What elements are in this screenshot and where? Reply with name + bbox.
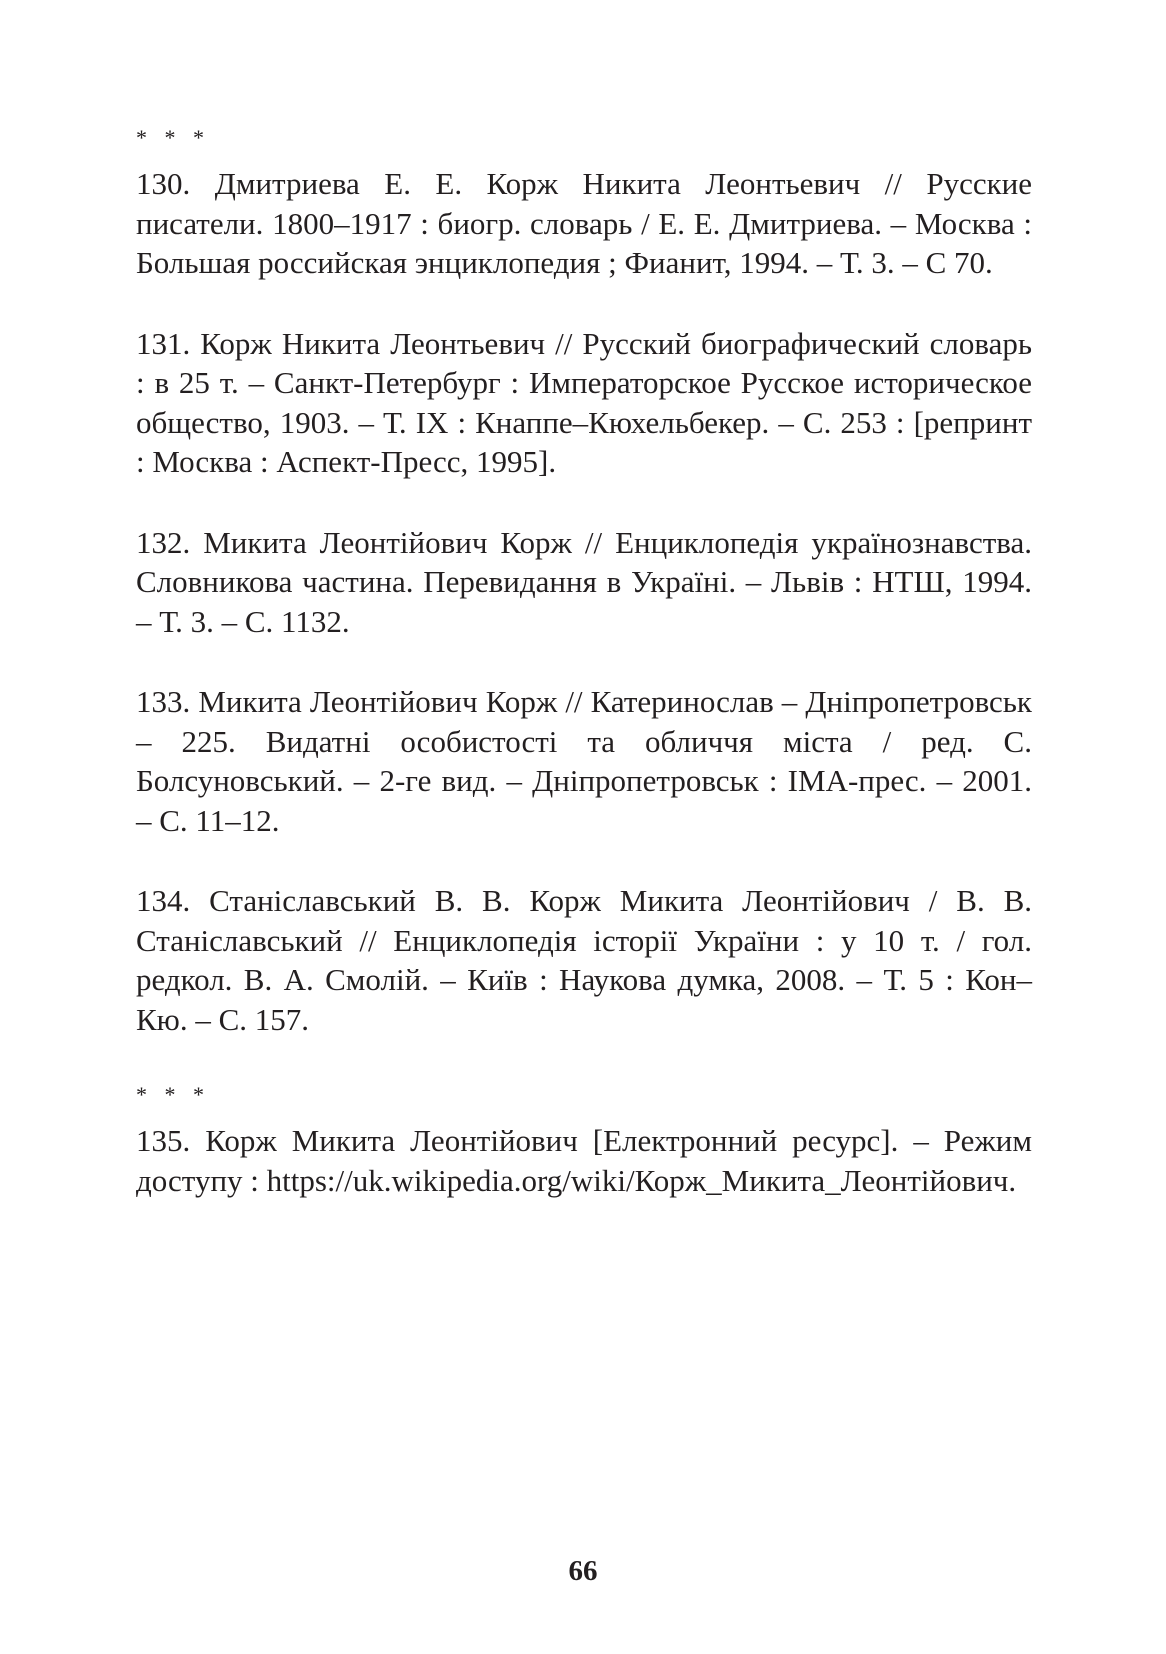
bibliography-entry-133: 133. Микита Леонтійович Корж // Катеринослав – Дніпропетровськ – 225. Видатні особистості та обличчя міста / ред. С. Болсуновський. – 2-ге вид. – Дніпропетровськ : ІМА-прес. – 2001. – С. 11–12. bbox=[136, 684, 1032, 838]
page-number: 66 bbox=[568, 1555, 598, 1587]
bibliography-entry-132: 132. Микита Леонтійович Корж // Енциклопедія українознавства. Словникова частина. Перевидання в Україні. – Львів : НТШ, 1994. – Т. 3. – С. 1132. bbox=[136, 524, 1032, 639]
section-separator: * * * bbox=[136, 125, 210, 150]
section-separator: * * * bbox=[136, 1082, 210, 1107]
bibliography-entry-134: 134. Станіславський В. В. Корж Микита Леонтійович / В. В. Станіславський // Енциклопедія історії України : у 10 т. / гол. редкол. В. А. Смолій. – Київ : Наукова думка, 2008. – Т. 5 : Кон–Кю. – С. 157. bbox=[136, 883, 1032, 1037]
bibliography-entry-131: 131. Корж Никита Леонтьевич // Русский биографический словарь : в 25 т. – Санкт-Петербург : Императорское Русское историческое общество, 1903. – Т. IX : Кнаппе–Кюхельбекер. – С. 253 : [репринт : Москва : Аспект-Пресс, 1995]. bbox=[136, 325, 1032, 479]
bibliography-entry-135: 135. Корж Микита Леонтійович [Електронний ресурс]. – Режим доступу : https://uk.wikipedia.org/wiki/Корж_Микита_Леонтійович. bbox=[136, 1123, 1032, 1198]
bibliography-entry-130: 130. Дмитриева Е. Е. Корж Никита Леонтьевич // Русские писатели. 1800–1917 : биогр. словарь / Е. Е. Дмитриева. – Москва : Большая российская энциклопедия ; Фианит, 1994. – Т. 3. – С 70. bbox=[136, 166, 1032, 280]
document-page bbox=[136, 126, 1032, 1200]
